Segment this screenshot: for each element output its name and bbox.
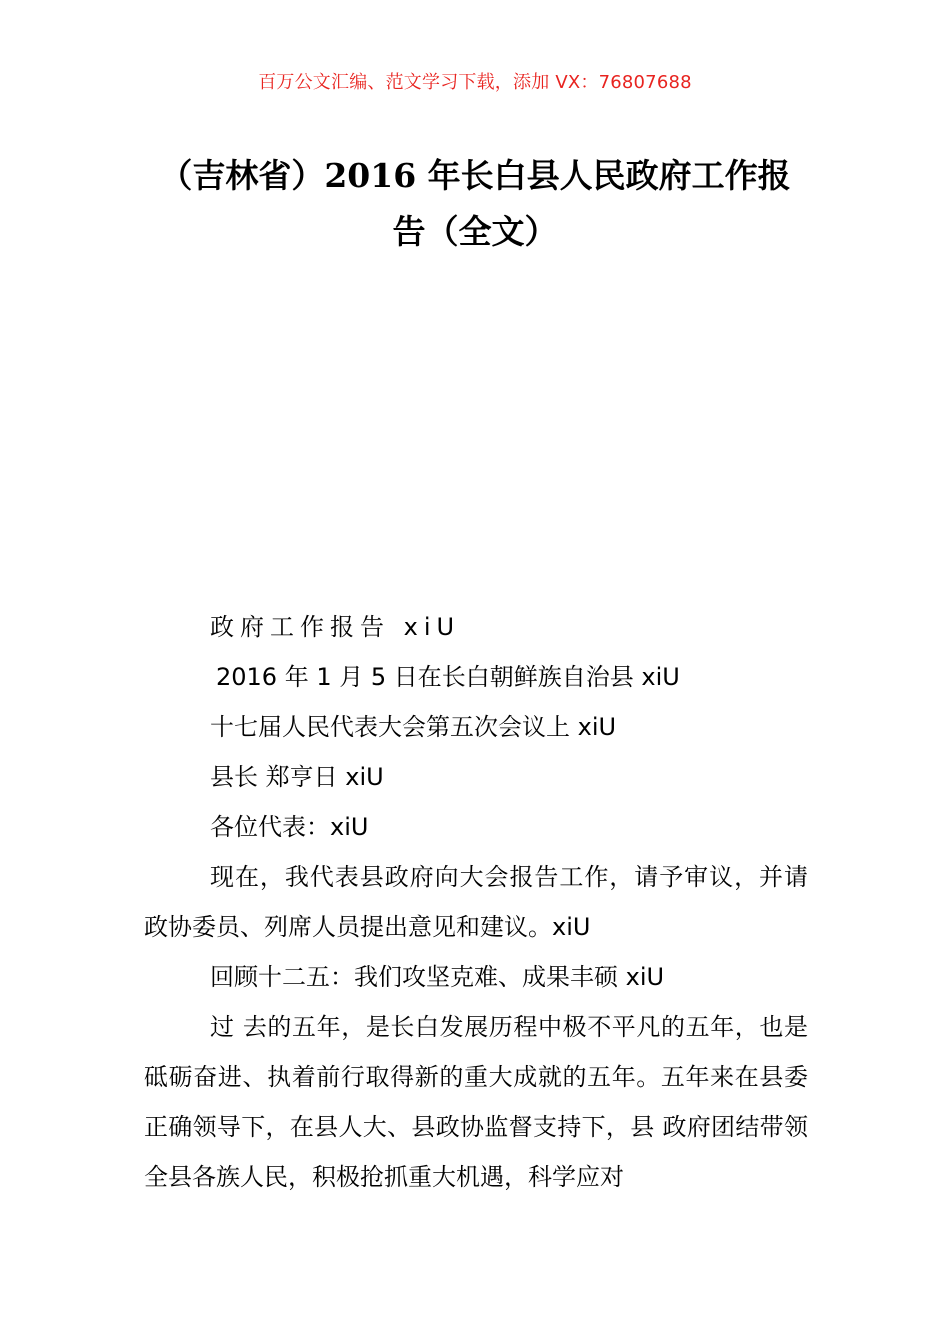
paragraph-intro: 现在，我代表县政府向大会报告工作，请予审议，并请政协委员、列席人员提出意见和建议。xiU bbox=[144, 863, 808, 941]
header-watermark-note: 百万公文汇编、范文学习下载，添加 VX：76807688 bbox=[258, 72, 692, 93]
section-heading: 回顾十二五：我们攻坚克难、成果丰硕 xiU bbox=[210, 963, 665, 991]
title-line-2: 告（全文） bbox=[392, 212, 558, 251]
meeting-line: 十七届人民代表大会第五次会议上 xiU bbox=[210, 713, 617, 741]
greeting: 各位代表：xiU bbox=[210, 813, 369, 841]
speaker-line: 县长 郑亨日 xiU bbox=[210, 763, 384, 791]
report-label: 政府工作报告 xiU bbox=[210, 613, 461, 641]
date-line: 2016 年 1 月 5 日在长白朝鲜族自治县 xiU bbox=[216, 663, 680, 691]
paragraph-review: 过 去的五年，是长白发展历程中极不平凡的五年，也是砥砺奋进、执着前行取得新的重大成就的五年。五年来在县委正确领导下，在县人大、县政协监督支持下，县 政府团结带领全县各族人民，积极抢抓重大机遇，科学应对 bbox=[144, 1013, 808, 1191]
title-line-1: （吉林省）2016 年长白县人民政府工作报 bbox=[159, 156, 791, 195]
document-body bbox=[144, 602, 808, 1202]
document-title bbox=[140, 148, 810, 260]
